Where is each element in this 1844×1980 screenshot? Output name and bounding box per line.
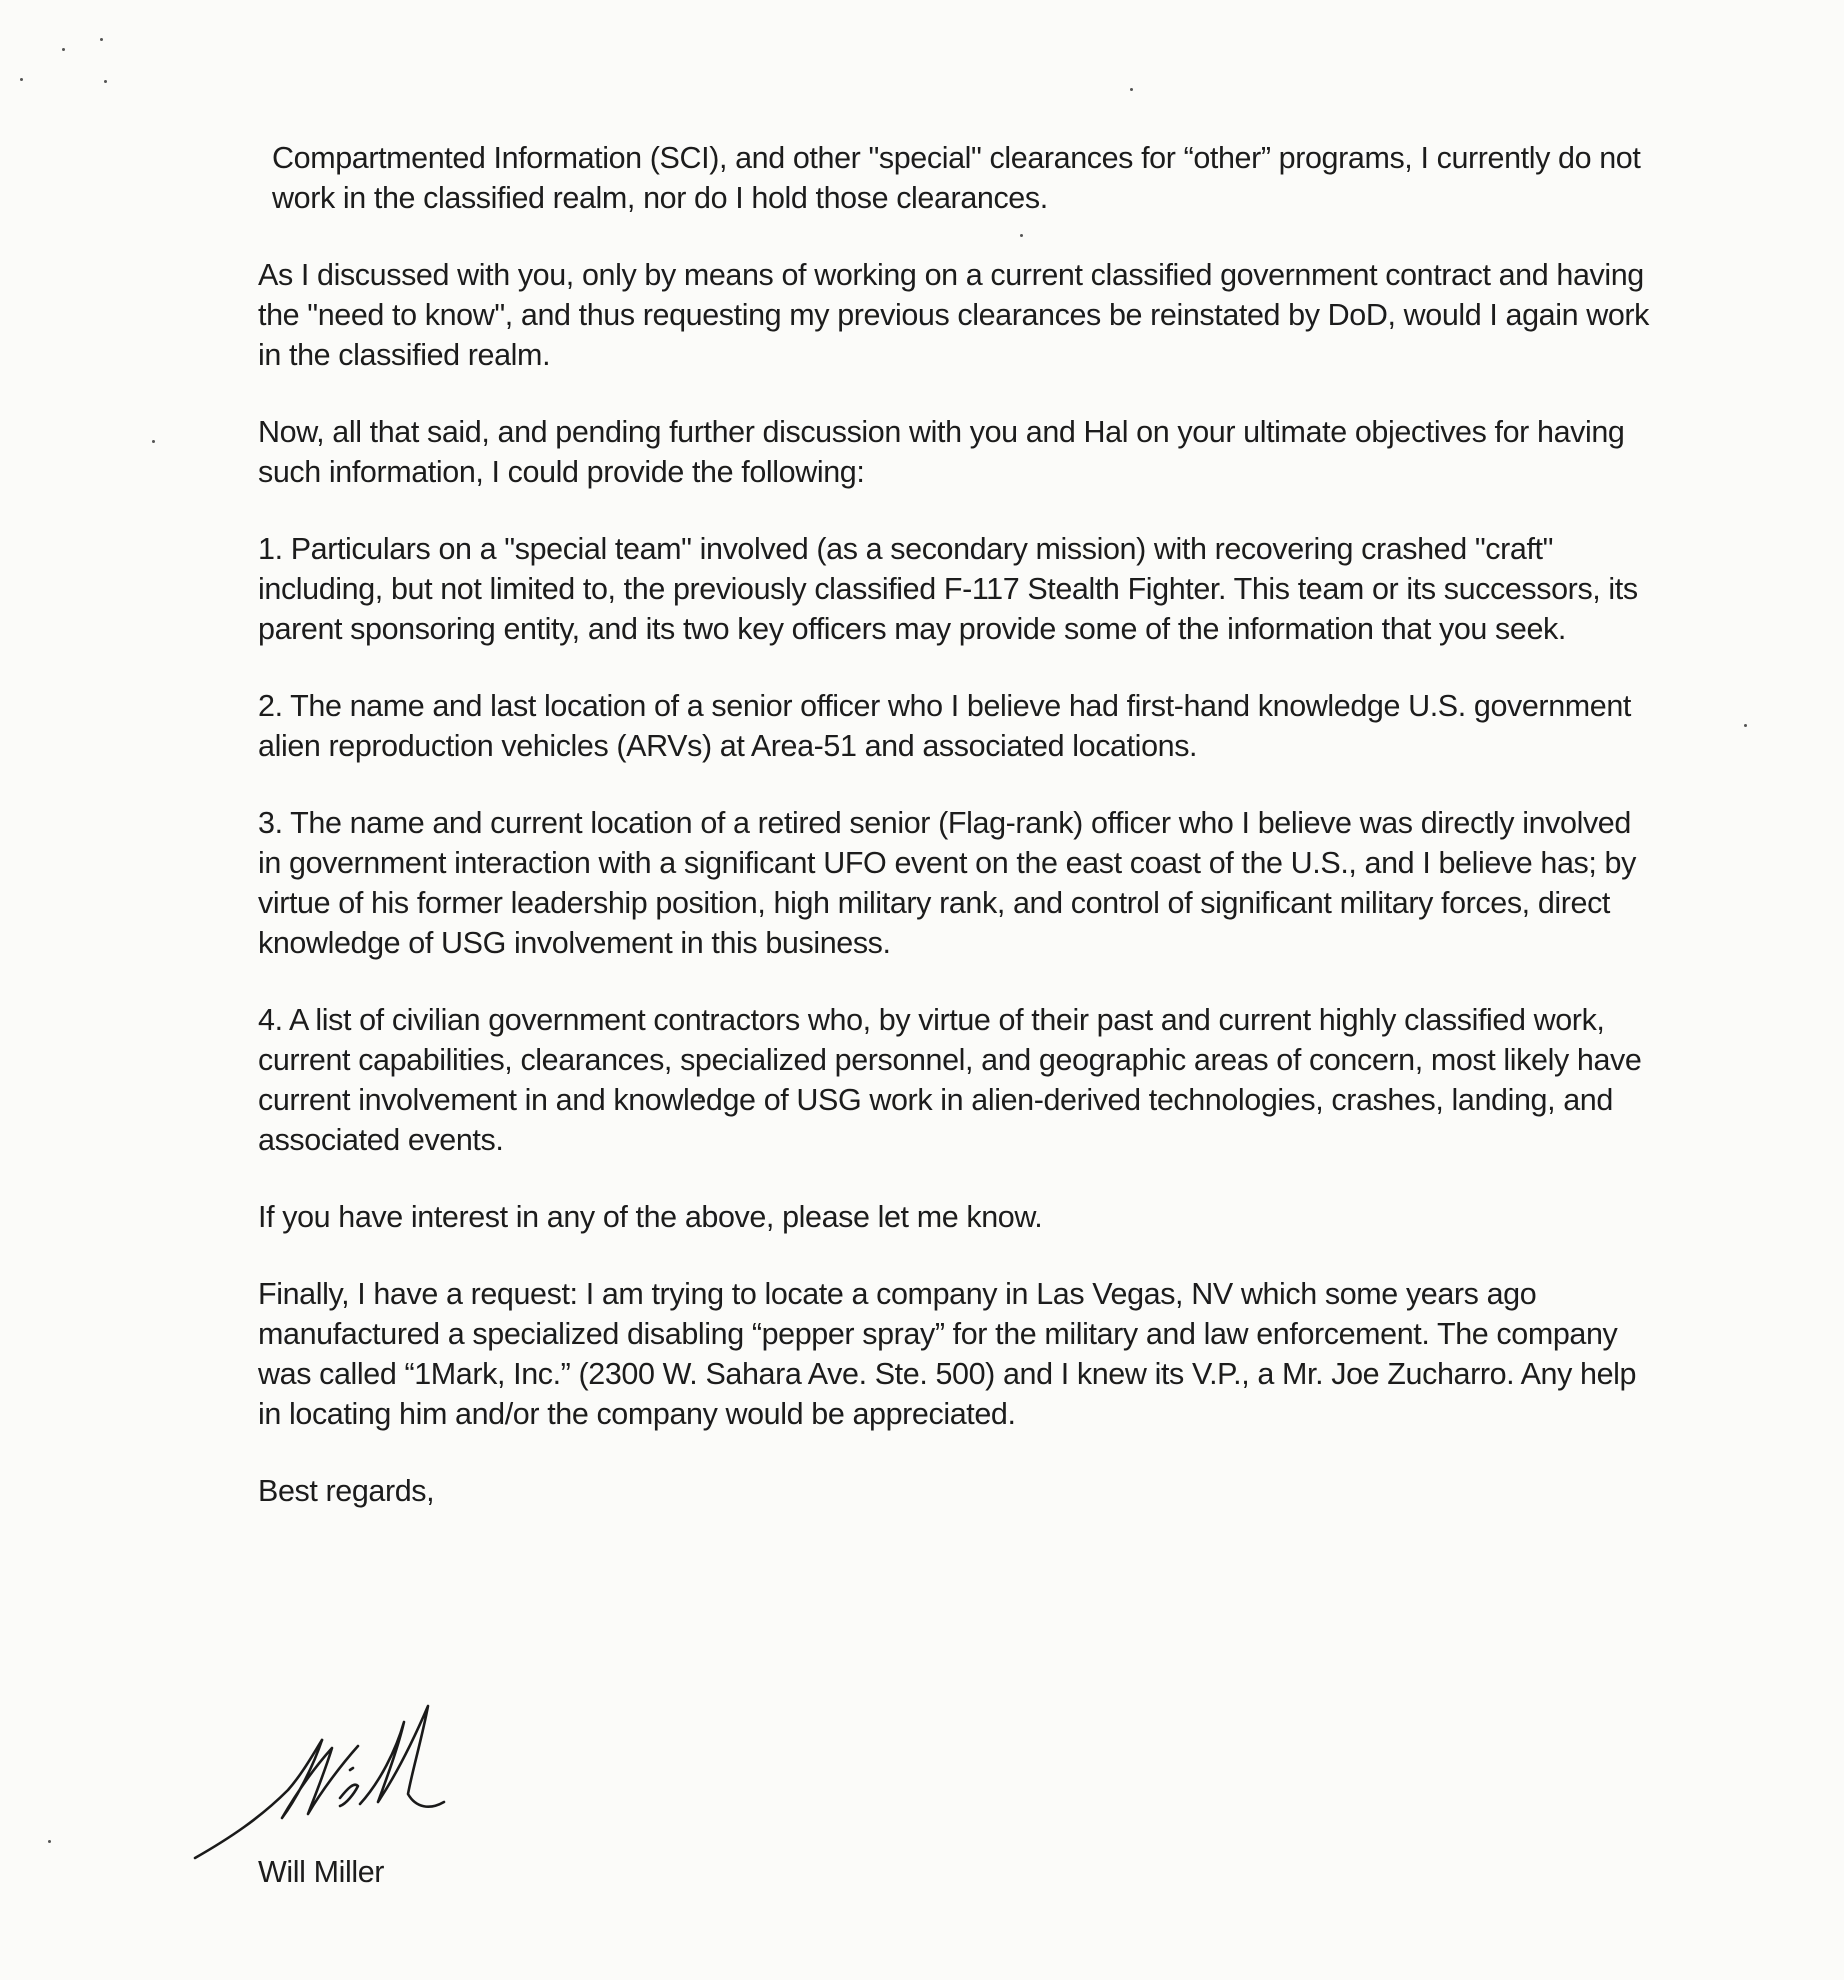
- letter-body: [258, 138, 1650, 1511]
- scan-speck: [62, 48, 65, 51]
- scan-speck: [152, 440, 155, 443]
- closing-line: Best regards,: [258, 1474, 435, 1508]
- list-item: 1. Particulars on a "special team" involved (as a secondary mission) with recovering crashed "craft" including, but not limited to, the previously classified F-117 Stealth Fighter. This team or its successors, its parent sponsoring entity, and its two key officers may provide some of the information that you seek.: [258, 532, 1638, 646]
- scan-speck: [104, 80, 107, 83]
- scan-speck: [100, 38, 103, 41]
- letter-paragraph: If you have interest in any of the above, please let me know.: [258, 1200, 1043, 1234]
- scan-speck: [1130, 88, 1133, 91]
- list-item: 2. The name and last location of a senior officer who I believe had first-hand knowledge U.S. government alien reproduction vehicles (ARVs) at Area-51 and associated locations.: [258, 689, 1631, 763]
- letter-paragraph: Compartmented Information (SCI), and other "special" clearances for “other” programs, I currently do not work in the classified realm, nor do I hold those clearances.: [272, 141, 1641, 215]
- handwritten-signature: [190, 1690, 510, 1870]
- scan-speck: [48, 1840, 51, 1843]
- signer-name: Will Miller: [258, 1855, 385, 1889]
- letter-paragraph: Finally, I have a request: I am trying to locate a company in Las Vegas, NV which some years ago manufactured a specialized disabling “pepper spray” for the military and law enforcement. The company was called “1Mark, Inc.” (2300 W. Sahara Ave. Ste. 500) and I knew its V.P., a Mr. Joe Zucharro. Any help in locating him and/or the company would be appreciated.: [258, 1277, 1637, 1431]
- scan-speck: [1744, 724, 1747, 727]
- scan-speck: [20, 78, 23, 81]
- letter-paragraph: Now, all that said, and pending further discussion with you and Hal on your ultimate objectives for having such information, I could provide the following:: [258, 415, 1625, 489]
- list-item: 4. A list of civilian government contractors who, by virtue of their past and current highly classified work, current capabilities, clearances, specialized personnel, and geographic areas of concern, most likely have current involvement in and knowledge of USG work in alien-derived technologies, crashes, landing, and associated events.: [258, 1003, 1642, 1157]
- list-item: 3. The name and current location of a retired senior (Flag-rank) officer who I believe was directly involved in government interaction with a significant UFO event on the east coast of the U.S., and I believe has; by virtue of his former leadership position, high military rank, and control of significant military forces, direct knowledge of USG involvement in this business.: [258, 806, 1636, 960]
- letter-paragraph: As I discussed with you, only by means of working on a current classified government contract and having the "need to know", and thus requesting my previous clearances be reinstated by DoD, would I again work in the classified realm.: [258, 258, 1650, 372]
